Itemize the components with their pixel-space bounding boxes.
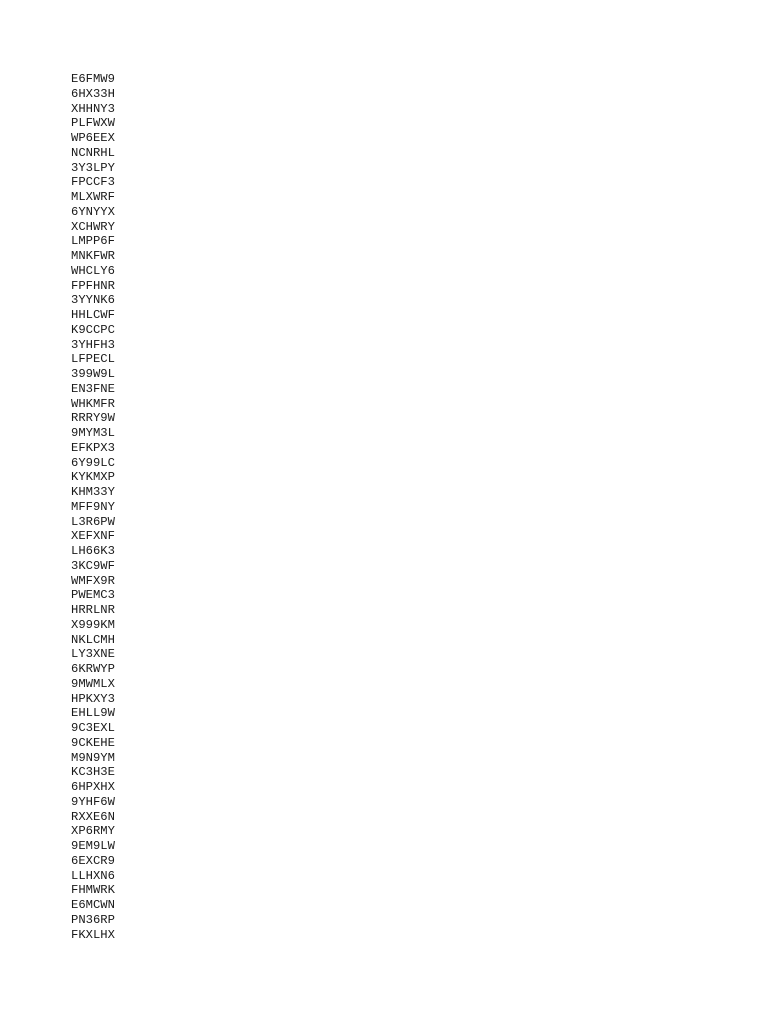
code-line: 3YHFH3: [71, 337, 115, 352]
code-line: LFPECL: [71, 352, 115, 367]
code-line: 399W9L: [71, 367, 115, 381]
code-line: LH66K3: [71, 544, 115, 558]
code-line: PN36RP: [71, 912, 115, 927]
code-line: 6HPXHX: [71, 780, 115, 794]
code-line: L3R6PW: [71, 514, 115, 529]
code-line: WHKMFR: [71, 396, 115, 411]
code-line: 3YYNK6: [71, 293, 115, 308]
code-line: WMFX9R: [71, 573, 115, 588]
code-line: X999KM: [71, 617, 115, 632]
code-line: 6KRWYP: [71, 662, 115, 676]
code-line: LY3XNE: [71, 647, 115, 662]
code-line: XP6RMY: [71, 824, 115, 839]
code-line: LLHXN6: [71, 868, 115, 883]
code-line: 9EM9LW: [71, 839, 115, 853]
code-line: PWEMC3: [71, 588, 115, 603]
code-line: MNKFWR: [71, 249, 115, 263]
code-line: HPKXY3: [71, 691, 115, 706]
code-line: EFKPX3: [71, 440, 115, 455]
code-line: 3Y3LPY: [71, 160, 115, 175]
code-line: 9YHF6W: [71, 794, 115, 809]
code-line: M9N9YM: [71, 750, 115, 765]
code-line: 6EXCR9: [71, 853, 115, 868]
code-list: [71, 72, 115, 942]
code-line: 9CKEHE: [71, 735, 115, 750]
code-line: LMPP6F: [71, 234, 115, 249]
code-line: KHM33Y: [71, 485, 115, 499]
code-line: XEFXNF: [71, 529, 115, 544]
code-line: XCHWRY: [71, 219, 115, 234]
code-line: 6YNYYX: [71, 204, 115, 219]
code-line: KYKMXP: [71, 470, 115, 485]
code-line: KC3H3E: [71, 765, 115, 780]
code-line: 6Y99LC: [71, 455, 115, 470]
code-line: EHLL9W: [71, 706, 115, 721]
code-line: MFF9NY: [71, 499, 115, 514]
code-line: WHCLY6: [71, 263, 115, 278]
code-line: 9MYM3L: [71, 426, 115, 440]
code-line: RXXE6N: [71, 809, 115, 824]
code-line: HHLCWF: [71, 308, 115, 322]
code-line: 9C3EXL: [71, 721, 115, 735]
code-line: 9MWMLX: [71, 676, 115, 691]
code-line: E6FMW9: [71, 72, 115, 86]
code-line: NKLCMH: [71, 632, 115, 647]
code-line: MLXWRF: [71, 190, 115, 204]
code-line: K9CCPC: [71, 322, 115, 337]
code-line: PLFWXW: [71, 116, 115, 131]
code-line: WP6EEX: [71, 131, 115, 145]
code-line: EN3FNE: [71, 381, 115, 396]
code-line: RRRY9W: [71, 411, 115, 426]
code-line: NCNRHL: [71, 145, 115, 160]
code-line: E6MCWN: [71, 898, 115, 912]
code-line: 3KC9WF: [71, 558, 115, 573]
code-line: XHHNY3: [71, 101, 115, 116]
code-line: 6HX33H: [71, 86, 115, 101]
code-line: FPCCF3: [71, 175, 115, 190]
code-line: FKXLHX: [71, 927, 115, 942]
code-line: HRRLNR: [71, 603, 115, 617]
code-line: FHMWRK: [71, 883, 115, 898]
code-line: FPFHNR: [71, 278, 115, 293]
